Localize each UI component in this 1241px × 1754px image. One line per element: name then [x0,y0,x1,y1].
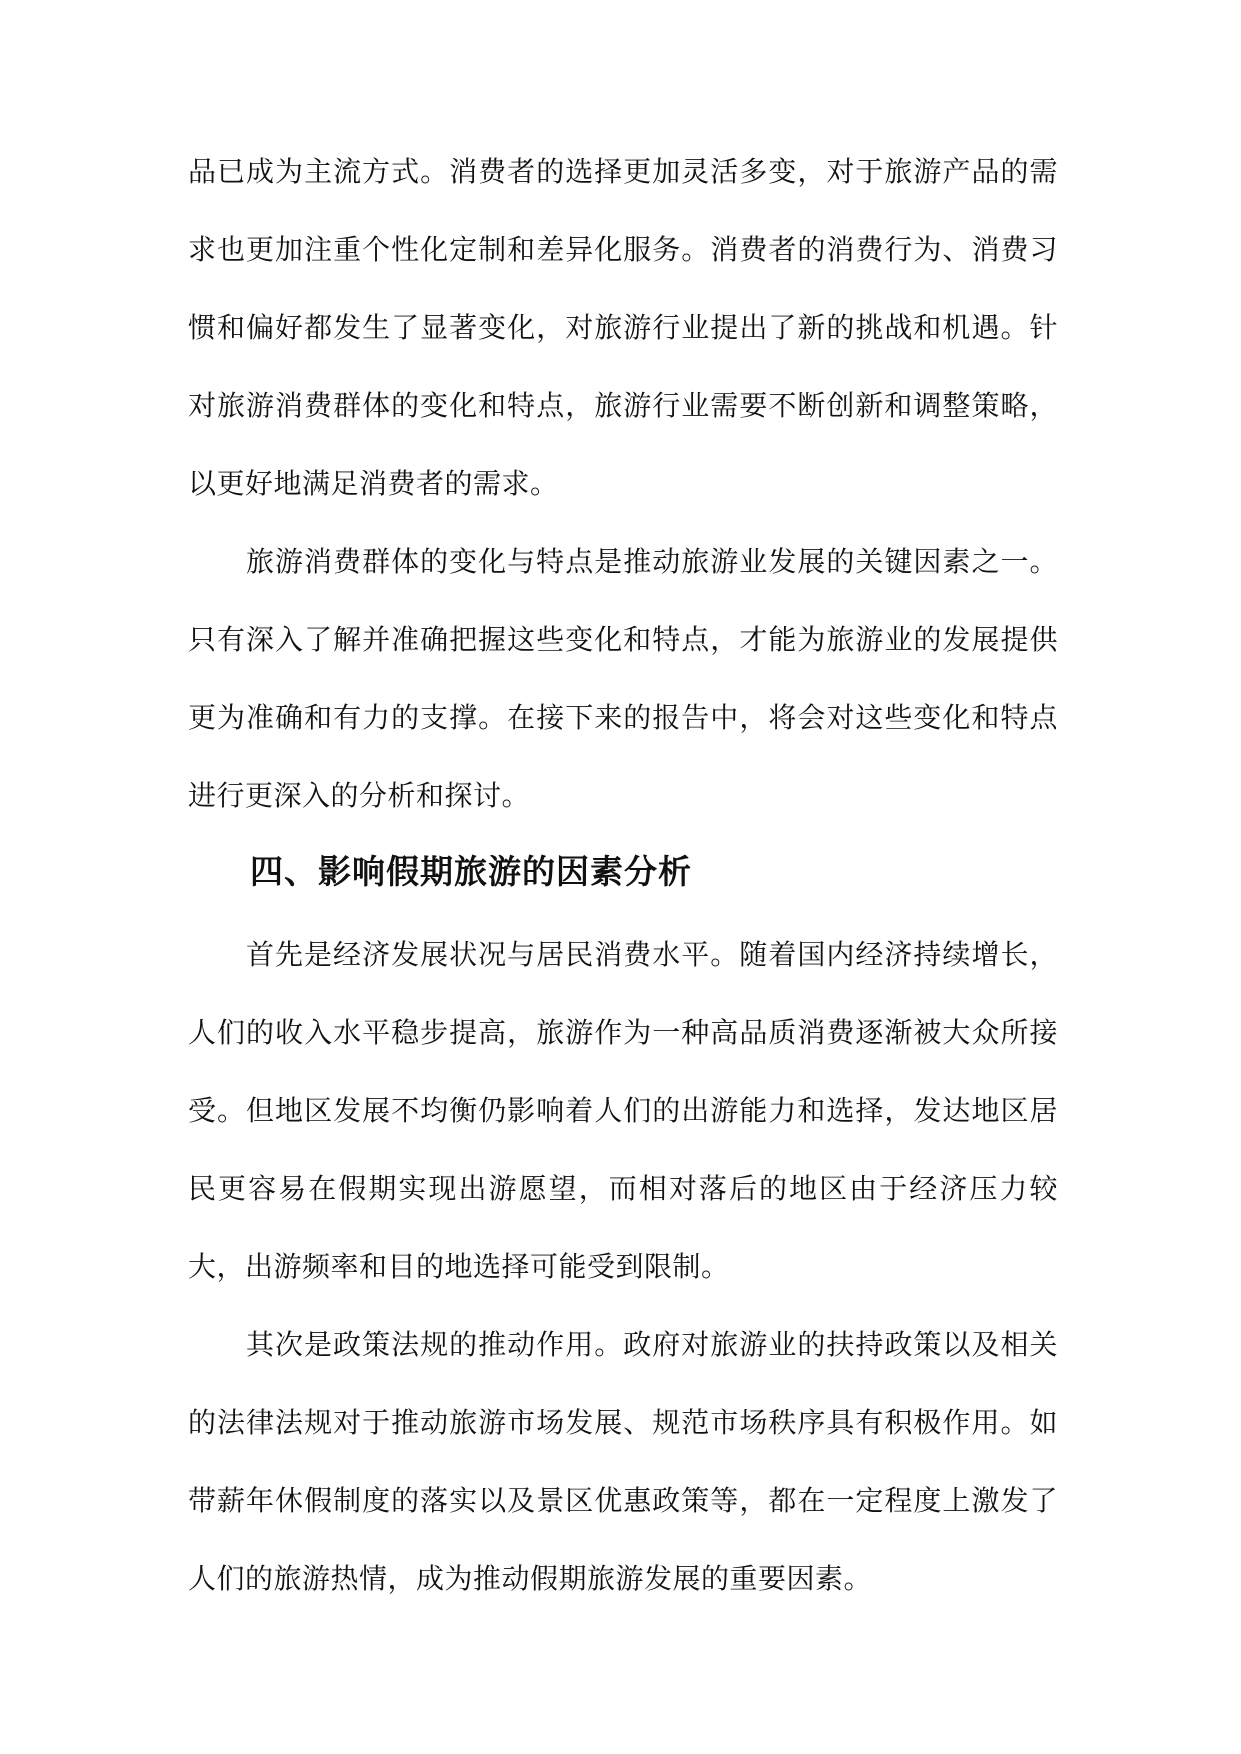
paragraph-policy: 其次是政策法规的推动作用。政府对旅游业的扶持政策以及相关的法律法规对于推动旅游市场发展、规范市场秩序具有积极作用。如带薪年休假制度的落实以及景区优惠政策等，都在一定程度上激发了人们的旅游热情，成为推动假期旅游发展的重要因素。 [188,1328,1058,1595]
paragraph-consumer-demand: 品已成为主流方式。消费者的选择更加灵活多变，对于旅游产品的需求也更加注重个性化定制和差异化服务。消费者的消费行为、消费习惯和偏好都发生了显著变化，对旅游行业提出了新的挑战和机遇。针对旅游消费群体的变化和特点，旅游行业需要不断创新和调整策略，以更好地满足消费者的需求。 [188,155,1058,500]
paragraph-economy: 首先是经济发展状况与居民消费水平。随着国内经济持续增长，人们的收入水平稳步提高，旅游作为一种高品质消费逐渐被大众所接受。但地区发展不均衡仍影响着人们的出游能力和选择，发达地区居民更容易在假期实现出游愿望，而相对落后的地区由于经济压力较大，出游频率和目的地选择可能受到限制。 [188,938,1058,1283]
paragraph-key-factor: 旅游消费群体的变化与特点是推动旅游业发展的关键因素之一。只有深入了解并准确把握这些变化和特点，才能为旅游业的发展提供更为准确和有力的支撑。在接下来的报告中，将会对这些变化和特点进行更深入的分析和探讨。 [188,545,1058,812]
section-heading: 四、影响假期旅游的因素分析 [250,852,692,891]
